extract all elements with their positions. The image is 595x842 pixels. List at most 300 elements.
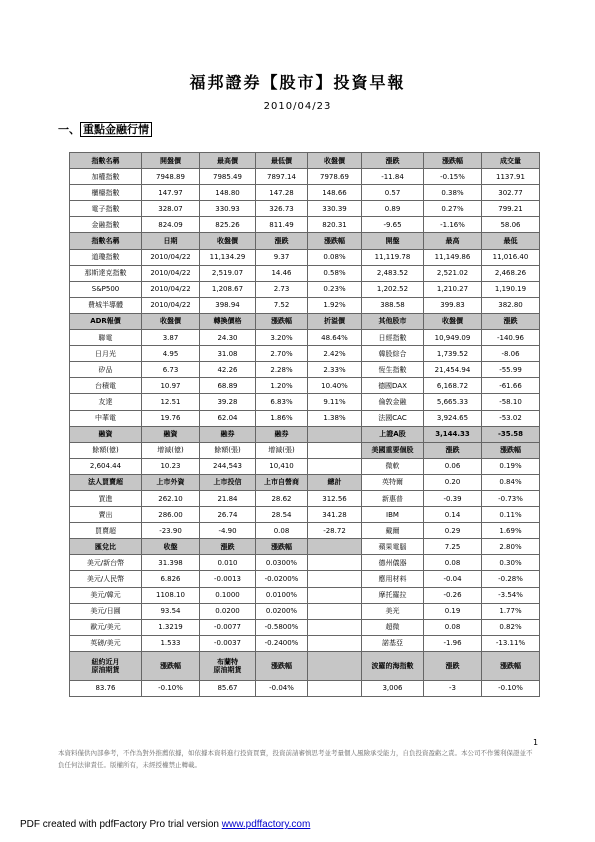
table-cell: 2,521.02 <box>424 265 482 281</box>
table-cell: 10.97 <box>142 378 200 394</box>
table-cell: 諾基亞 <box>362 635 424 651</box>
table-cell: 7948.89 <box>142 169 200 185</box>
table-cell: -0.0077 <box>200 619 256 635</box>
table-cell: 中華電 <box>70 410 142 426</box>
table-cell: 0.0200% <box>256 603 308 619</box>
table-row <box>70 297 540 313</box>
table-cell: 7897.14 <box>256 169 308 185</box>
table-cell: -13.11% <box>482 635 540 651</box>
table-cell: 紐約近月 原油期貨 <box>70 651 142 680</box>
table-cell: 382.80 <box>482 297 540 313</box>
table-cell: 超微 <box>362 619 424 635</box>
table-cell: 2.33% <box>308 362 362 378</box>
table-cell: IBM <box>362 507 424 523</box>
table-cell: 820.31 <box>308 217 362 233</box>
table-cell: 0.14 <box>424 507 482 523</box>
table-cell: 1.77% <box>482 603 540 619</box>
table-cell: 融券 <box>200 426 256 442</box>
table-cell: 2.73 <box>256 281 308 297</box>
table-cell: 10,949.09 <box>424 330 482 346</box>
table-cell: 英磅/美元 <box>70 635 142 651</box>
table-cell: 286.00 <box>142 507 200 523</box>
table-body <box>70 153 540 697</box>
table-cell: 道瓊指數 <box>70 249 142 265</box>
table-cell: -0.04% <box>256 680 308 696</box>
table-cell: 5,665.33 <box>424 394 482 410</box>
table-cell: 融券 <box>256 426 308 442</box>
table-cell: 增減(億) <box>142 442 200 458</box>
table-cell: 轉換價格 <box>200 313 256 329</box>
table-cell: 微軟 <box>362 458 424 474</box>
table-cell: 美元/新台幣 <box>70 555 142 571</box>
table-cell: 收盤 <box>142 539 200 555</box>
table-cell: 收盤價 <box>424 313 482 329</box>
table-cell: -4.90 <box>200 523 256 539</box>
table-cell: 摩托羅拉 <box>362 587 424 603</box>
table-cell: -0.39 <box>424 490 482 506</box>
table-cell: 1,202.52 <box>362 281 424 297</box>
table-cell: -0.15% <box>424 169 482 185</box>
table-cell: 6.826 <box>142 571 200 587</box>
table-cell: 7978.69 <box>308 169 362 185</box>
table-cell: 2,604.44 <box>70 458 142 474</box>
table-cell: 餘額(億) <box>70 442 142 458</box>
table-cell: 12.51 <box>142 394 200 410</box>
table-cell: 金融指數 <box>70 217 142 233</box>
table-cell: 倫敦金融 <box>362 394 424 410</box>
table-cell: 漲跌幅 <box>482 442 540 458</box>
table-cell: 1.38% <box>308 410 362 426</box>
table-cell: 328.07 <box>142 201 200 217</box>
table-cell: 83.76 <box>70 680 142 696</box>
table-cell: 1,208.67 <box>200 281 256 297</box>
table-cell: 0.57 <box>362 185 424 201</box>
table-cell: 法國CAC <box>362 410 424 426</box>
table-cell: -0.10% <box>482 680 540 696</box>
table-cell: 賣出 <box>70 507 142 523</box>
table-cell: 10.40% <box>308 378 362 394</box>
table-cell: 39.28 <box>200 394 256 410</box>
table-cell: 6.83% <box>256 394 308 410</box>
table-cell: 新惠普 <box>362 490 424 506</box>
table-cell: 其他股市 <box>362 313 424 329</box>
table-row <box>70 201 540 217</box>
table-cell: 0.58% <box>308 265 362 281</box>
table-cell: 1,190.19 <box>482 281 540 297</box>
table-cell: 0.23% <box>308 281 362 297</box>
table-cell: 買進 <box>70 490 142 506</box>
table-header-row <box>70 153 540 169</box>
section-label: 重點金融行情 <box>80 122 152 137</box>
table-cell: 漲跌幅 <box>142 651 200 680</box>
table-cell: 指數名稱 <box>70 153 142 169</box>
table-cell: 櫃檯指數 <box>70 185 142 201</box>
table-cell: 93.54 <box>142 603 200 619</box>
table-cell: 0.27% <box>424 201 482 217</box>
table-cell: 0.1000 <box>200 587 256 603</box>
table-cell <box>308 680 362 696</box>
table-cell: 0.20 <box>424 474 482 490</box>
table-cell: 融資 <box>70 426 142 442</box>
table-cell: 0.010 <box>200 555 256 571</box>
table-cell: -53.02 <box>482 410 540 426</box>
section-heading <box>58 121 152 137</box>
table-cell: 0.19 <box>424 603 482 619</box>
table-cell: 0.29 <box>424 523 482 539</box>
table-cell: 2,483.52 <box>362 265 424 281</box>
table-cell: -0.0037 <box>200 635 256 651</box>
table-cell: 0.38% <box>424 185 482 201</box>
table-cell: 上市投信 <box>200 474 256 490</box>
disclaimer-text: 本資料僅供內部參考，不作為對外推薦依據，如依據本資料進行投資買賣，投資前請審慎思考並考量個人風險承受能力，自負投資盈虧之責。本公司不作獲利保證並不負任何法律責任。版權所有，未經授權禁止轉載。 <box>58 749 533 769</box>
table-cell: -0.73% <box>482 490 540 506</box>
table-row <box>70 555 540 571</box>
table-cell: 總計 <box>308 474 362 490</box>
table-cell: 11,134.29 <box>200 249 256 265</box>
table-cell: 6.73 <box>142 362 200 378</box>
table-cell: 10.23 <box>142 458 200 474</box>
table-row <box>70 507 540 523</box>
table-cell: -3.54% <box>482 587 540 603</box>
table-cell: 開盤 <box>362 233 424 249</box>
table-cell: 開盤價 <box>142 153 200 169</box>
table-row <box>70 281 540 297</box>
table-cell: -1.16% <box>424 217 482 233</box>
footer-link[interactable]: www.pdffactory.com <box>221 819 311 830</box>
table-cell: 0.08% <box>308 249 362 265</box>
table-cell: 1108.10 <box>142 587 200 603</box>
table-cell: -140.96 <box>482 330 540 346</box>
table-cell: 上市自營商 <box>256 474 308 490</box>
table-cell: 7.25 <box>424 539 482 555</box>
table-cell: 58.06 <box>482 217 540 233</box>
table-cell: 0.11% <box>482 507 540 523</box>
table-cell: -0.5800% <box>256 619 308 635</box>
table-cell: 1.3219 <box>142 619 200 635</box>
table-cell: 399.83 <box>424 297 482 313</box>
table-cell: -0.26 <box>424 587 482 603</box>
table-cell: 11,119.78 <box>362 249 424 265</box>
table-cell: 7.52 <box>256 297 308 313</box>
table-cell: 日月光 <box>70 346 142 362</box>
table-cell: 漲跌 <box>256 233 308 249</box>
table-cell: 262.10 <box>142 490 200 506</box>
table-row <box>70 680 540 696</box>
table-cell: 388.58 <box>362 297 424 313</box>
table-cell: 6,168.72 <box>424 378 482 394</box>
table-cell: 824.09 <box>142 217 200 233</box>
table-cell: 0.19% <box>482 458 540 474</box>
table-cell: 匯兌比 <box>70 539 142 555</box>
table-cell <box>308 555 362 571</box>
table-cell: 0.30% <box>482 555 540 571</box>
table-cell: 31.398 <box>142 555 200 571</box>
table-row <box>70 378 540 394</box>
table-cell: 美光 <box>362 603 424 619</box>
table-row <box>70 635 540 651</box>
table-cell: -28.72 <box>308 523 362 539</box>
table-cell: 2010/04/22 <box>142 265 200 281</box>
table-cell: 1137.91 <box>482 169 540 185</box>
table-cell: 上證A股 <box>362 426 424 442</box>
table-cell: 英特爾 <box>362 474 424 490</box>
table-cell: 漲跌 <box>200 539 256 555</box>
table-row <box>70 410 540 426</box>
table-row <box>70 394 540 410</box>
table-header-row <box>70 474 540 490</box>
table-cell: 1.69% <box>482 523 540 539</box>
table-cell: 美元/日圓 <box>70 603 142 619</box>
table-cell: 漲跌幅 <box>256 539 308 555</box>
table-cell: 融資 <box>142 426 200 442</box>
table-cell: 2.28% <box>256 362 308 378</box>
table-cell <box>308 426 362 442</box>
table-cell: 最高 <box>424 233 482 249</box>
table-cell: 收盤價 <box>308 153 362 169</box>
table-cell: -9.65 <box>362 217 424 233</box>
table-row <box>70 603 540 619</box>
table-cell: 0.82% <box>482 619 540 635</box>
table-cell: 漲跌幅 <box>308 233 362 249</box>
market-data-table <box>69 152 540 697</box>
table-cell: -0.28% <box>482 571 540 587</box>
table-cell <box>308 571 362 587</box>
table-row <box>70 185 540 201</box>
table-header-row <box>70 651 540 680</box>
table-cell: 811.49 <box>256 217 308 233</box>
table-cell: 0.0200 <box>200 603 256 619</box>
table-row <box>70 330 540 346</box>
table-header-row <box>70 313 540 329</box>
table-cell: 布蘭特 原油期貨 <box>200 651 256 680</box>
table-cell: 825.26 <box>200 217 256 233</box>
table-cell: 2,519.07 <box>200 265 256 281</box>
table-cell: 147.28 <box>256 185 308 201</box>
table-row <box>70 249 540 265</box>
table-cell: -1.96 <box>424 635 482 651</box>
table-row <box>70 265 540 281</box>
table-cell: 4.95 <box>142 346 200 362</box>
table-row <box>70 169 540 185</box>
table-cell: 0.0100% <box>256 587 308 603</box>
table-row <box>70 587 540 603</box>
table-cell: 19.76 <box>142 410 200 426</box>
section-prefix: 一、 <box>58 123 80 136</box>
table-cell: 48.64% <box>308 330 362 346</box>
table-cell: 3,924.65 <box>424 410 482 426</box>
table-cell: 1,739.52 <box>424 346 482 362</box>
table-row <box>70 571 540 587</box>
table-cell: 326.73 <box>256 201 308 217</box>
table-cell: 法人買賣超 <box>70 474 142 490</box>
table-cell: -0.0200% <box>256 571 308 587</box>
table-cell: 最低價 <box>256 153 308 169</box>
table-row <box>70 523 540 539</box>
table-cell: 上市外資 <box>142 474 200 490</box>
table-cell: -61.66 <box>482 378 540 394</box>
pdf-footer <box>20 819 310 830</box>
table-cell: -55.99 <box>482 362 540 378</box>
table-cell: 友達 <box>70 394 142 410</box>
table-row <box>70 442 540 458</box>
table-cell: 3.20% <box>256 330 308 346</box>
table-cell: 3,144.33 <box>424 426 482 442</box>
table-cell <box>308 651 362 680</box>
table-cell: 341.28 <box>308 507 362 523</box>
table-cell: 3.87 <box>142 330 200 346</box>
table-cell: 電子指數 <box>70 201 142 217</box>
table-cell: 1.533 <box>142 635 200 651</box>
table-cell: 美元/韓元 <box>70 587 142 603</box>
table-cell: -0.2400% <box>256 635 308 651</box>
table-cell: 0.08 <box>424 619 482 635</box>
table-cell: 2010/04/22 <box>142 297 200 313</box>
table-cell: 蘋果電腦 <box>362 539 424 555</box>
table-cell: 指數名稱 <box>70 233 142 249</box>
table-cell: 9.11% <box>308 394 362 410</box>
table-cell: 日經指數 <box>362 330 424 346</box>
table-cell: 加權指數 <box>70 169 142 185</box>
table-cell: 24.30 <box>200 330 256 346</box>
table-cell: 148.80 <box>200 185 256 201</box>
table-cell: 85.67 <box>200 680 256 696</box>
table-cell: 費城半導體 <box>70 297 142 313</box>
table-cell: 恆生指數 <box>362 362 424 378</box>
table-cell: 漲跌 <box>424 651 482 680</box>
table-cell: 收盤價 <box>200 233 256 249</box>
table-cell: 2.80% <box>482 539 540 555</box>
page-number: 1 <box>533 738 539 747</box>
table-cell: 1.86% <box>256 410 308 426</box>
table-cell: 2.70% <box>256 346 308 362</box>
table-cell: 買賣超 <box>70 523 142 539</box>
table-cell: 10,410 <box>256 458 308 474</box>
table-cell: 漲跌幅 <box>482 651 540 680</box>
table-cell: 398.94 <box>200 297 256 313</box>
table-cell <box>308 635 362 651</box>
table-cell: 聯電 <box>70 330 142 346</box>
table-cell: 68.89 <box>200 378 256 394</box>
table-cell <box>308 442 362 458</box>
table-cell: 漲跌 <box>362 153 424 169</box>
table-cell: 應用材料 <box>362 571 424 587</box>
table-header-row <box>70 233 540 249</box>
table-cell <box>308 587 362 603</box>
table-cell: 成交量 <box>482 153 540 169</box>
report-title: 福邦證券【股市】投資早報 <box>189 73 406 92</box>
table-cell: 62.04 <box>200 410 256 426</box>
table-cell: 21,454.94 <box>424 362 482 378</box>
table-cell <box>308 458 362 474</box>
table-cell: 餘額(張) <box>200 442 256 458</box>
table-cell <box>308 539 362 555</box>
table-cell: 2010/04/22 <box>142 281 200 297</box>
table-cell: 韓股綜合 <box>362 346 424 362</box>
footer-text: PDF created with pdfFactory Pro trial version <box>20 819 222 830</box>
table-cell: 148.66 <box>308 185 362 201</box>
table-header-row <box>70 426 540 442</box>
table-cell: 9.37 <box>256 249 308 265</box>
table-cell: 31.08 <box>200 346 256 362</box>
table-cell: 2,468.26 <box>482 265 540 281</box>
table-cell: 26.74 <box>200 507 256 523</box>
table-cell: 波羅的海指數 <box>362 651 424 680</box>
table-cell: 折溢價 <box>308 313 362 329</box>
table-cell: 799.21 <box>482 201 540 217</box>
table-cell: 漲跌 <box>482 313 540 329</box>
table-cell: -0.0013 <box>200 571 256 587</box>
table-cell: -3 <box>424 680 482 696</box>
table-cell: 147.97 <box>142 185 200 201</box>
table-cell: 台積電 <box>70 378 142 394</box>
report-date: 2010/04/23 <box>263 101 332 112</box>
table-cell: S&P500 <box>70 281 142 297</box>
table-cell: 330.39 <box>308 201 362 217</box>
table-cell: 美元/人民幣 <box>70 571 142 587</box>
table-cell: 1.92% <box>308 297 362 313</box>
table-cell: 2.42% <box>308 346 362 362</box>
table-cell: -11.84 <box>362 169 424 185</box>
table-cell: 美國重要個股 <box>362 442 424 458</box>
table-row <box>70 458 540 474</box>
table-cell: 歐元/美元 <box>70 619 142 635</box>
table-cell <box>308 603 362 619</box>
table-cell: 312.56 <box>308 490 362 506</box>
table-cell: 最低 <box>482 233 540 249</box>
table-cell: 3,006 <box>362 680 424 696</box>
table-cell: 244,543 <box>200 458 256 474</box>
table-row <box>70 490 540 506</box>
table-cell: 德州儀器 <box>362 555 424 571</box>
table-cell: 1,210.27 <box>424 281 482 297</box>
table-cell: -0.10% <box>142 680 200 696</box>
table-cell: 28.62 <box>256 490 308 506</box>
table-cell: -8.06 <box>482 346 540 362</box>
table-cell: 0.0300% <box>256 555 308 571</box>
table-cell: 0.06 <box>424 458 482 474</box>
table-cell: ADR報價 <box>70 313 142 329</box>
table-cell: 增減(張) <box>256 442 308 458</box>
table-cell: 0.08 <box>256 523 308 539</box>
table-cell: 1.20% <box>256 378 308 394</box>
table-cell: 21.84 <box>200 490 256 506</box>
table-cell: -0.04 <box>424 571 482 587</box>
table-cell: 11,016.40 <box>482 249 540 265</box>
table-cell: 最高價 <box>200 153 256 169</box>
table-row <box>70 362 540 378</box>
table-row <box>70 619 540 635</box>
table-cell: 330.93 <box>200 201 256 217</box>
table-cell: 42.26 <box>200 362 256 378</box>
table-cell: 28.54 <box>256 507 308 523</box>
table-cell: 漲跌幅 <box>256 651 308 680</box>
table-cell: 0.08 <box>424 555 482 571</box>
table-row <box>70 346 540 362</box>
table-cell: -58.10 <box>482 394 540 410</box>
table-cell: 收盤價 <box>142 313 200 329</box>
table-cell: 7985.49 <box>200 169 256 185</box>
table-cell: 戴爾 <box>362 523 424 539</box>
table-cell: -23.90 <box>142 523 200 539</box>
table-cell: 14.46 <box>256 265 308 281</box>
table-cell: 漲跌幅 <box>256 313 308 329</box>
table-cell: 漲跌 <box>424 442 482 458</box>
table-header-row <box>70 539 540 555</box>
table-cell: 11,149.86 <box>424 249 482 265</box>
table-cell <box>308 619 362 635</box>
table-cell: 0.89 <box>362 201 424 217</box>
table-cell: 德國DAX <box>362 378 424 394</box>
